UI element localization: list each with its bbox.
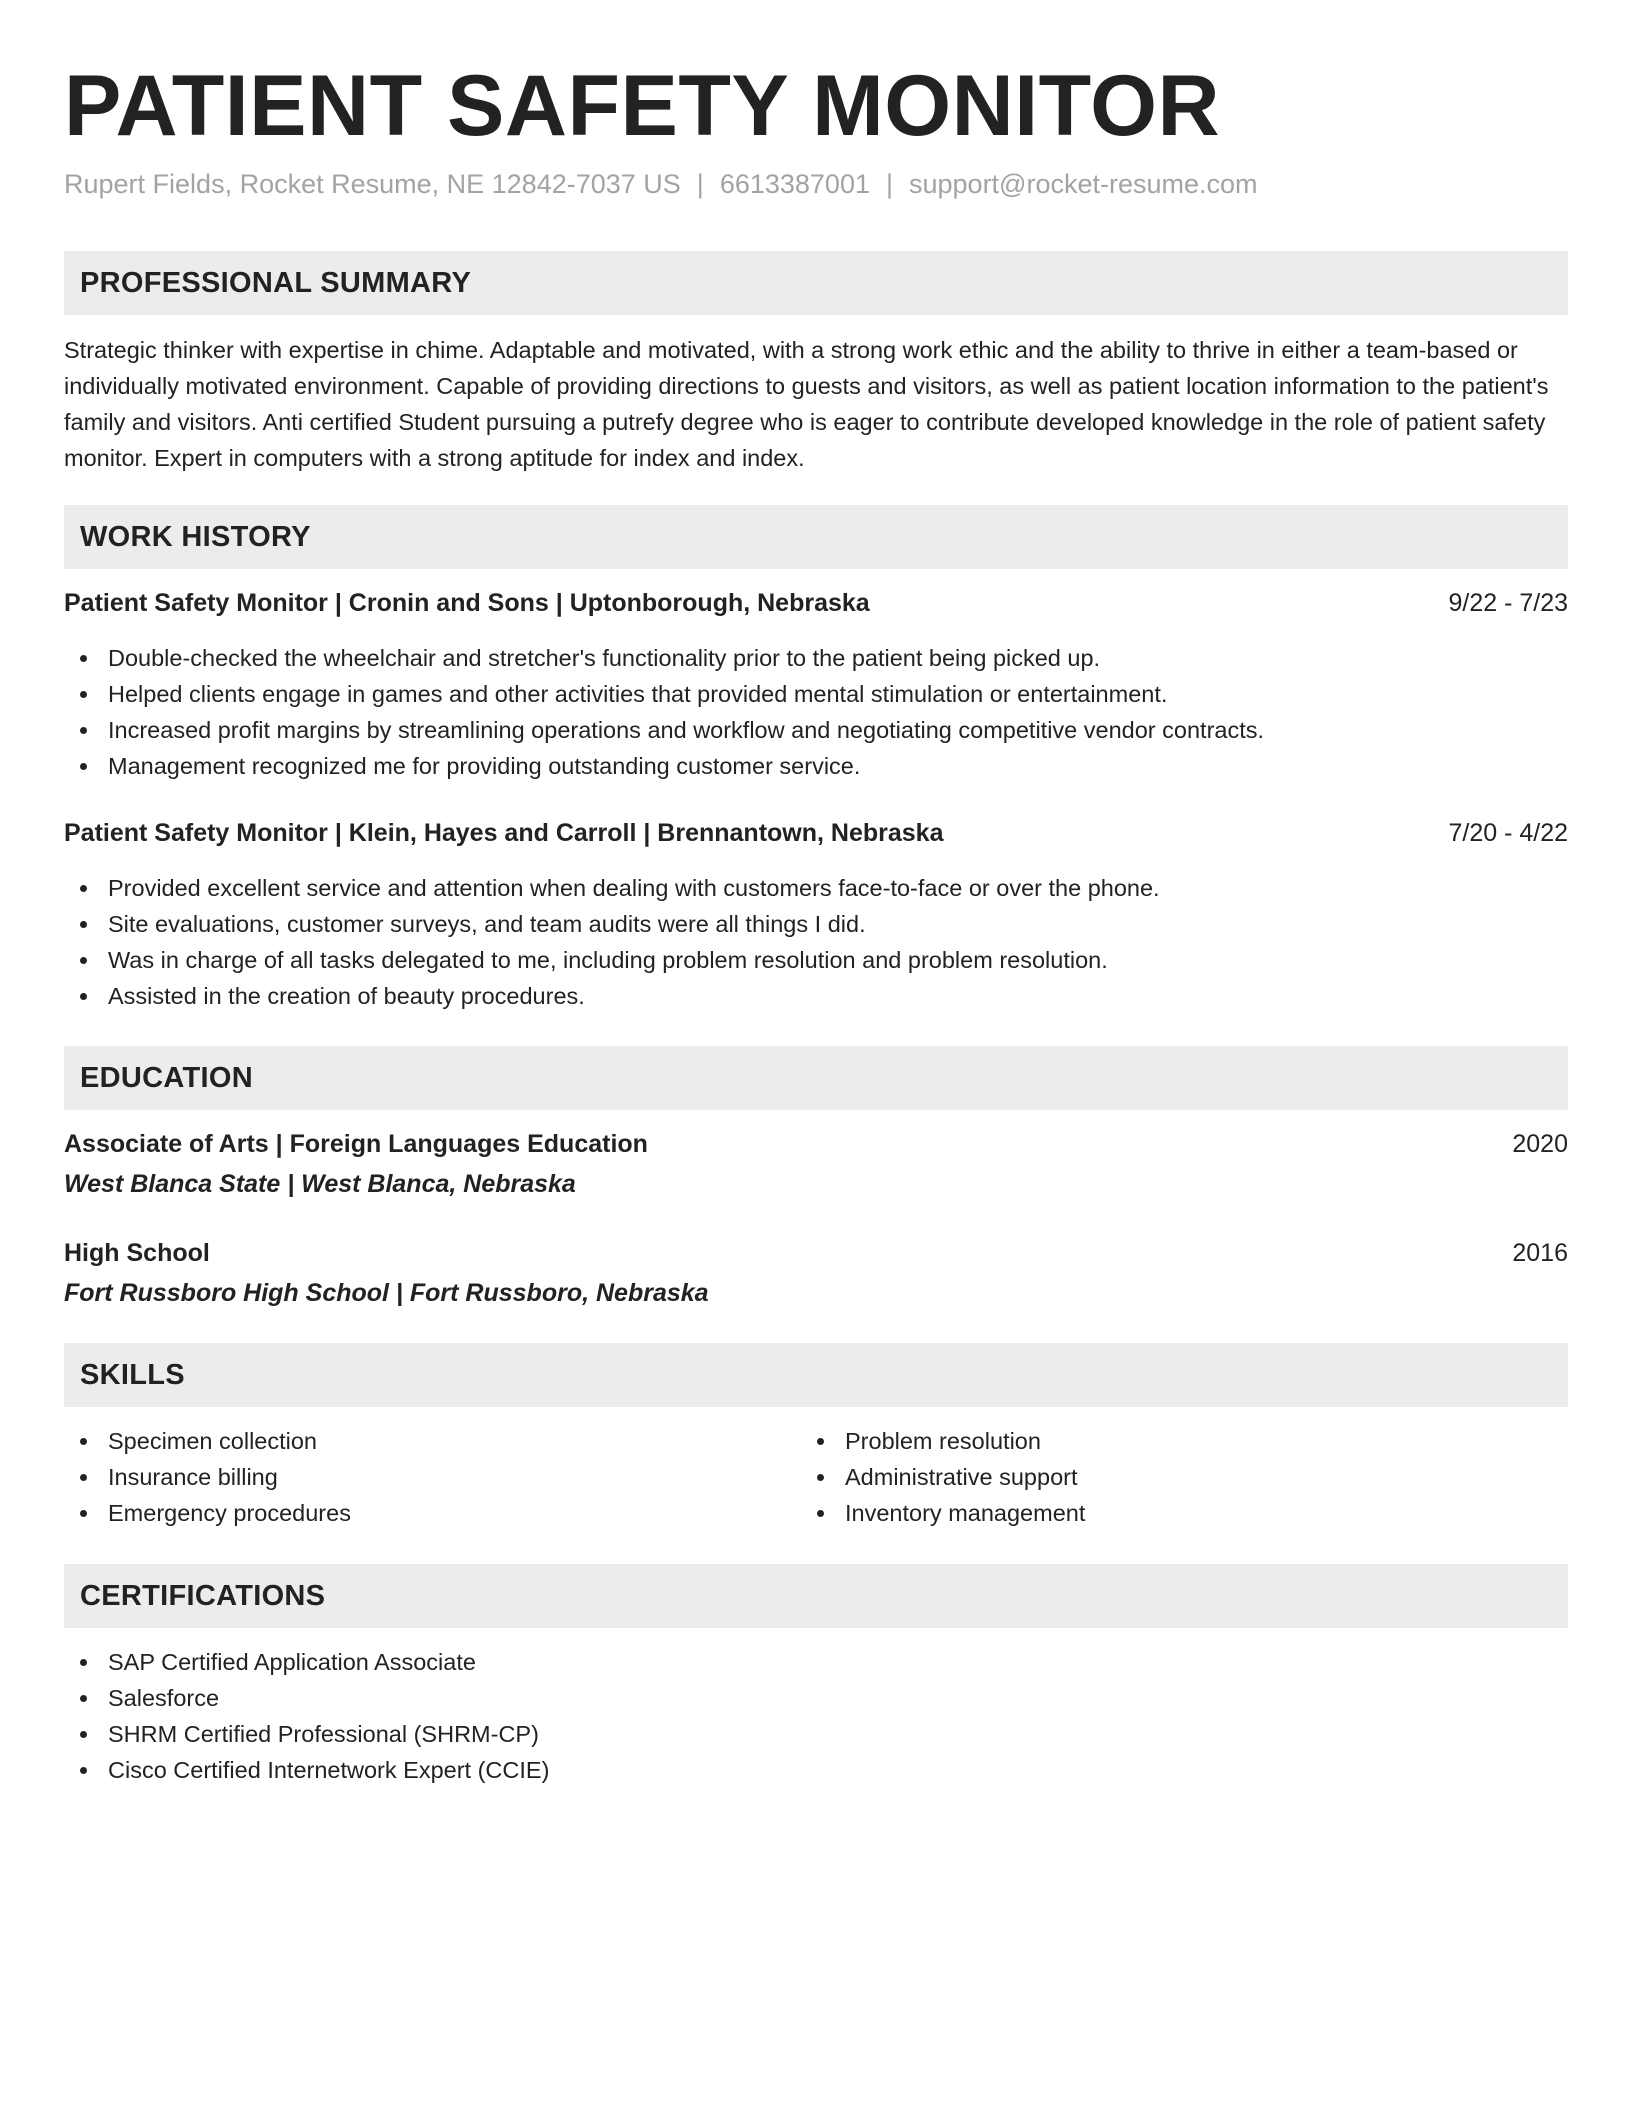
education-year: 2016 <box>1512 1239 1568 1267</box>
job-dates: 7/20 - 4/22 <box>1448 819 1568 847</box>
job-bullet: Increased profit margins by streamlining operations and workflow and negotiating competitive vendor contracts. <box>64 712 1264 748</box>
education-degree: Associate of Arts | Foreign Languages Education <box>64 1130 648 1158</box>
contact-address: Rupert Fields, Rocket Resume, NE 12842-7037 US <box>64 169 681 199</box>
job-entry-header <box>64 585 1568 621</box>
contact-phone: 6613387001 <box>719 169 870 199</box>
section-title-skills: SKILLS <box>80 1359 185 1391</box>
contact-email: support@rocket-resume.com <box>909 169 1258 199</box>
education-school: West Blanca State | West Blanca, Nebraska <box>64 1170 576 1198</box>
skill-item: Problem resolution <box>801 1423 1085 1459</box>
certification-item: SHRM Certified Professional (SHRM-CP) <box>64 1716 549 1752</box>
job-bullet: Double-checked the wheelchair and stretcher's functionality prior to the patient being picked up. <box>64 640 1264 676</box>
job-bullet: Helped clients engage in games and other activities that provided mental stimulation or entertainment. <box>64 676 1264 712</box>
skill-item: Insurance billing <box>64 1459 351 1495</box>
job-bullet-list <box>64 640 1264 784</box>
education-year: 2020 <box>1512 1130 1568 1158</box>
skill-item: Specimen collection <box>64 1423 351 1459</box>
section-title-certifications: CERTIFICATIONS <box>80 1580 326 1612</box>
education-entry-header <box>64 1126 1568 1162</box>
job-dates: 9/22 - 7/23 <box>1448 589 1568 617</box>
contact-separator: | <box>885 169 893 199</box>
job-title: Patient Safety Monitor | Cronin and Sons | Uptonborough, Nebraska <box>64 589 870 617</box>
section-title-summary: PROFESSIONAL SUMMARY <box>80 267 472 299</box>
certification-item: SAP Certified Application Associate <box>64 1644 549 1680</box>
certification-item: Salesforce <box>64 1680 549 1716</box>
skill-item: Administrative support <box>801 1459 1085 1495</box>
section-header-work-history <box>64 505 1568 569</box>
skills-list-left <box>64 1423 351 1531</box>
section-header-education <box>64 1046 1568 1110</box>
job-bullet: Assisted in the creation of beauty procedures. <box>64 978 1160 1014</box>
job-bullet-list <box>64 870 1160 1014</box>
job-bullet: Provided excellent service and attention when dealing with customers face-to-face or over the phone. <box>64 870 1160 906</box>
education-school: Fort Russboro High School | Fort Russboro, Nebraska <box>64 1279 709 1307</box>
resume-name-title: PATIENT SAFETY MONITOR <box>64 58 1221 154</box>
education-entry-header <box>64 1235 1568 1271</box>
contact-separator: | <box>696 169 704 199</box>
job-bullet: Was in charge of all tasks delegated to me, including problem resolution and problem resolution. <box>64 942 1160 978</box>
contact-line <box>64 166 1258 202</box>
job-entry-header <box>64 815 1568 851</box>
section-title-work-history: WORK HISTORY <box>80 521 311 553</box>
certification-item: Cisco Certified Internetwork Expert (CCIE) <box>64 1752 549 1788</box>
job-bullet: Site evaluations, customer surveys, and team audits were all things I did. <box>64 906 1160 942</box>
section-header-summary <box>64 251 1568 315</box>
skill-item: Inventory management <box>801 1495 1085 1531</box>
section-header-certifications <box>64 1564 1568 1628</box>
education-degree: High School <box>64 1239 210 1267</box>
certifications-list <box>64 1644 549 1788</box>
section-header-skills <box>64 1343 1568 1407</box>
job-bullet: Management recognized me for providing outstanding customer service. <box>64 748 1264 784</box>
skills-list-right <box>801 1423 1085 1531</box>
job-title: Patient Safety Monitor | Klein, Hayes and Carroll | Brennantown, Nebraska <box>64 819 944 847</box>
summary-text: Strategic thinker with expertise in chime. Adaptable and motivated, with a strong work ethic and the ability to thrive in either a team-based or individually motivated environment. Capable of providing directions to guests and visitors, as well as patient location information to the patient's family and visitors. Anti certified Student pursuing a putrefy degree who is eager to contribute developed knowledge in the role of patient safety monitor. Expert in computers with a strong aptitude for index and index. <box>64 337 1549 471</box>
skill-item: Emergency procedures <box>64 1495 351 1531</box>
section-title-education: EDUCATION <box>80 1062 253 1094</box>
